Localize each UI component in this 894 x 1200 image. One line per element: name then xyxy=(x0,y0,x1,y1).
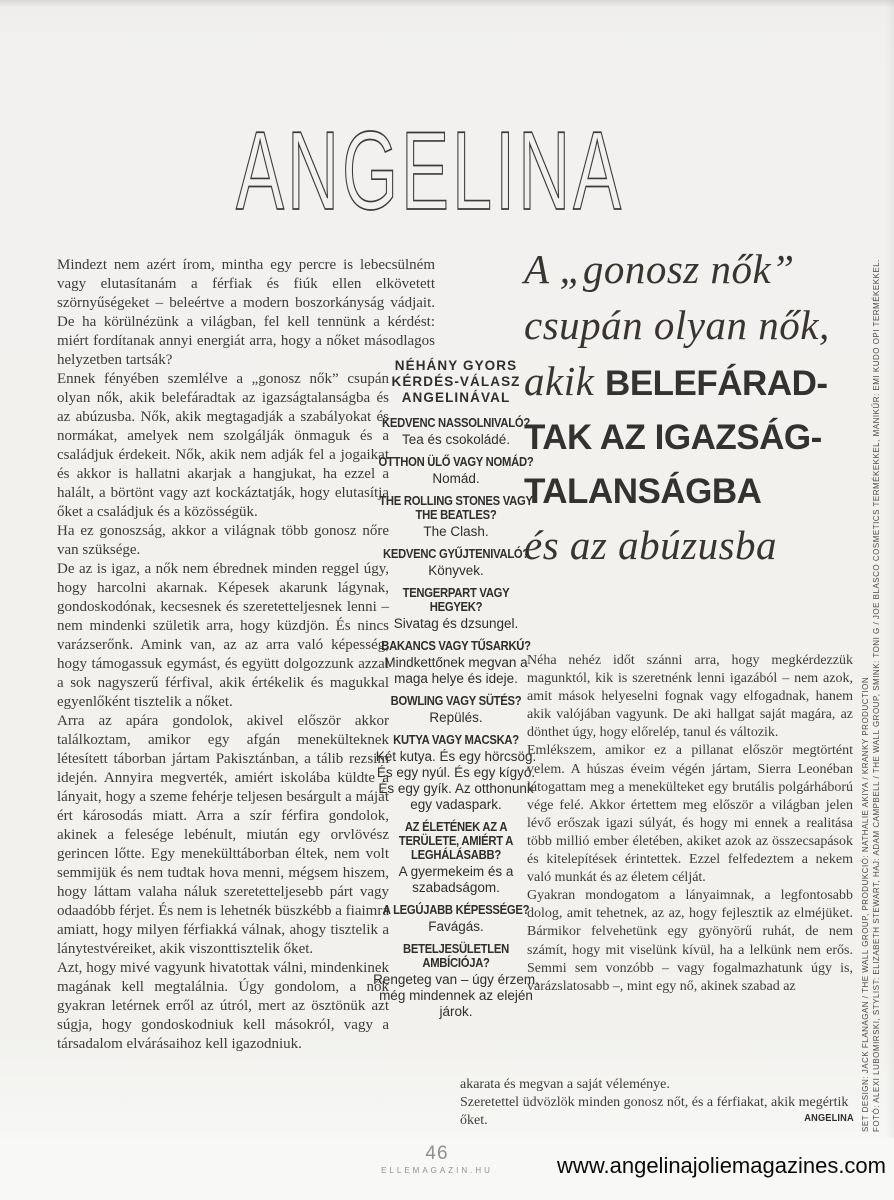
pull-quote-caps: BELEFÁRAD- xyxy=(605,364,828,403)
qa-question: A LEGÚJABB KÉPESSÉGE? xyxy=(382,903,530,917)
qa-item xyxy=(368,416,544,448)
closing-paragraph: Szeretettel üdvözlök minden gonosz nőt, és a férfiakat, akik megértik őket. xyxy=(460,1095,849,1129)
qa-item xyxy=(368,694,544,726)
page-title: ANGELINA xyxy=(236,109,625,234)
qa-answer: Könyvek. xyxy=(428,563,484,578)
body-paragraph: Azt, hogy mivé vagyunk hivatottak válni, mindenkinek magának kell megtalálnia. Úgy gondolom, a nők gyakran letérnek erről az útról, mert az ösztönük azt súgja, hogy gondoskodniuk kell másokról, vagy a társadalom elvárásaihoz kell igazodniuk. xyxy=(57,960,389,1052)
body-paragraph: Ennek fényében szemlélve a „gonosz nők” csupán olyan nők, akik belefáradtak az igazságtalanságba és az abúzusba. Nők, akik megtagadják a szabályokat és normákat, amelyek nem szolgálják önmaguk és a családjuk érdekeit. Nők, akik nem adják fel a jogaikat és akkor is hallatni akarjak a hangjukat, ha ezzel a halált, a börtönt vagy azt kockáztatják, hogy elutasítja őket a családjuk és a közösségük. xyxy=(57,371,389,520)
body-paragraph: Emlékszem, amikor ez a pillanat először megtörtént velem. A húszas éveim végén jártam, Sierra Leonéban látogattam meg a menekülteket egy brutális polgárháború vége felé. Akkor értettem meg először a világban jelen lévő erőszak igazi súlyát, és hogy mi ennek a realitása több millió ember életében, akiket azok az összecsapások és kitelepítések érintettek. Ezzel felfedeztem a nekem való munkát és az életem célját. xyxy=(527,743,853,886)
qa-item xyxy=(368,639,544,687)
qa-question: BAKANCS VAGY TŰSARKÚ? xyxy=(381,639,531,653)
body-paragraph: Néha nehéz időt szánni arra, hogy megkérdezzük magunktól, kik is szeretnénk lenni igazából – nem azok, amit mások helyeselni fognak vagy elfogadnak, hanem akik valójában vagyunk. De aki hallgat saját magára, az dönthet úgy, hogy előrelép, tanul és változik. xyxy=(527,653,853,741)
credit-line-photo: FOTÓ: ALEXI LUBOMIRSKI, STYLIST: ELIZABETH STEWART, HAJ: ADAM CAMPBELL / THE WALL GROUP, SMINK: TONI G / JOE BLASCO COSMETICS TERMÉKEKKEL, MANIKŰR: EMI KUDO OPI TERMÉKEKKEL. xyxy=(872,259,881,1132)
pull-quote-caps: TALANSÁGBA xyxy=(524,472,762,511)
qa-item xyxy=(368,586,544,632)
qa-question: THE ROLLING STONES VAGY THE BEATLES? xyxy=(379,494,533,522)
pull-quote-line xyxy=(524,358,864,414)
qa-item xyxy=(368,547,544,579)
qa-heading: NÉHÁNY GYORS KÉRDÉS-VÁLASZ ANGELINÁVAL xyxy=(391,358,521,405)
qa-answer: A gyermekeim és a szabadságom. xyxy=(398,864,514,895)
qa-item xyxy=(368,455,544,487)
scan-edge-shadow-top xyxy=(0,0,894,7)
qa-question: KEDVENC GYŰJTENIVALÓ? xyxy=(382,547,530,561)
body-paragraph: De az is igaz, a nők nem ébrednek minden reggel úgy, hogy harcolni akarnak. Képesek akarunk lágynak, gondoskodónak, kecsesnek és szeretetteljesnek lenni – nem mindenki születik arra, hogy küzdjön. És nincs varázserőnk. Amink van, az az arra való képesség, hogy támogassuk egymást, és együtt dolgozzunk azzal a sok nagyszerű férfival, akik értékelik és magukkal egyenlőként tisztelik a nőket. xyxy=(57,561,389,710)
qa-question: KEDVENC NASSOLNIVALÓ? xyxy=(382,416,530,430)
qa-item xyxy=(368,903,544,935)
credit-line-set-design: SET DESIGN: JACK FLANAGAN / THE WALL GROUP, PRODUKCIÓ: NATHALIE AKIYA / KRANKY PRODUCTION xyxy=(861,676,870,1132)
pull-quote-line xyxy=(524,414,864,468)
qa-answer: Tea és csokoládé. xyxy=(401,432,511,447)
pull-quote-line xyxy=(524,246,864,302)
closing-continuation: akarata és megvan a saját véleménye. xyxy=(460,1077,670,1092)
angelina-signature: ANGELINA xyxy=(804,1113,854,1125)
qa-question: BOWLING VAGY SÜTÉS? xyxy=(390,694,522,708)
body-paragraph: Arra az apára gondolok, akivel először akkor találkoztam, amikor egy afgán menekülteknek létesített táborban jártam Pakisztánban, a tálib rezsim idején. Annyira megverték, amiért iskolába küldte a lányait, hogy a szeme fehérje teljesen besárgult a máját ért károsodás miatt. Arra a szír férfira gondolok, akinek a felesége lebénult, miután egy orvlövész gerincen lőtte. Egy menekülttáborban éltek, nem volt semmijük és nem tudtak hova menni, mégsem hiszem, hogy láttam valaha náluk szeretetteljesebb párt vagy odaadóbb férjet. És nem is lehetnék büszkébb a fiaimra amiatt, hogy milyen férfiakká válnak, ahogy tisztelik a lánytestvéreiket, akik viszonttisztelik őket. xyxy=(57,713,389,957)
qa-question: KUTYA VAGY MACSKA? xyxy=(393,733,519,747)
pull-quote-text: A „gonosz nők” xyxy=(524,246,795,292)
pull-quote xyxy=(524,246,864,578)
footer-page-number: 46 xyxy=(425,1143,449,1164)
body-paragraph: Mindezt nem azért írom, mintha egy percre is lebecsülném vagy elutasítanám a férfiak és fiúk ellen elkövetett szörnyűségeket – beleértve a modern boszorkányság vádjait. De ha körülnézünk a világban, fel kell tennünk a kérdést: miért fordítanak annyi energiát arra, hogy a nőket másodlagos helyzetben tartsák? xyxy=(57,257,435,368)
pull-quote-line xyxy=(524,302,864,358)
qa-question: OTTHON ÜLŐ VAGY NOMÁD? xyxy=(378,455,534,469)
qa-answer: The Clash. xyxy=(423,524,489,539)
qa-answer: Nomád. xyxy=(432,471,480,486)
qa-answer: Mindkettőnek megvan a maga helye és ideje. xyxy=(384,655,528,686)
pull-quote-text: és az abúzusba xyxy=(524,522,778,568)
qa-column xyxy=(368,358,544,1027)
qa-question: BETELJESÜLETLEN AMBÍCIÓJA? xyxy=(403,942,509,970)
qa-answer: Favágás. xyxy=(428,919,484,934)
pull-quote-text: akik xyxy=(524,358,606,404)
watermark-url: www.angelinajoliemagazines.com xyxy=(557,1153,886,1178)
credits-vertical xyxy=(860,192,882,1132)
pull-quote-line xyxy=(524,522,864,578)
pull-quote-line xyxy=(524,468,864,522)
footer-site-name: ELLEMAGAZIN.HU xyxy=(381,1166,493,1175)
qa-answer: Sivatag és dzsungel. xyxy=(393,616,519,631)
qa-item xyxy=(368,733,544,813)
closing-block xyxy=(460,1076,856,1130)
right-column xyxy=(527,652,853,996)
qa-answer: Repülés. xyxy=(429,710,483,725)
scan-edge-shadow-right xyxy=(886,0,894,1200)
pull-quote-text: csupán olyan nők, xyxy=(524,302,830,348)
masthead xyxy=(236,109,666,234)
qa-item xyxy=(368,820,544,896)
qa-question: TENGERPART VAGY HEGYEK? xyxy=(402,586,510,614)
qa-answer: Rengeteg van – úgy érzem, még mindennek az elején járok. xyxy=(373,972,539,1019)
qa-item xyxy=(368,942,544,1020)
qa-answer: Két kutya. És egy hörcsög. És egy nyúl. És egy kígyó. És egy gyík. Az otthonunk egy vadaspark. xyxy=(375,749,537,812)
qa-item xyxy=(368,494,544,540)
left-column xyxy=(57,256,435,1054)
body-paragraph: Ha ez gonoszság, akkor a világnak több gonosz nőre van szüksége. xyxy=(57,523,389,558)
pull-quote-caps: TAK AZ IGAZSÁG- xyxy=(524,418,822,457)
body-paragraph: Gyakran mondogatom a lányaimnak, a legfontosabb dolog, amit tehetnek, az az, hogy fejlesztik az elméjüket. Bármikor felvehetünk egy gyönyörű ruhát, de nem számít, hogy mit viselünk kívül, ha a lelkünk nem erős. Semmi sem vonzóbb – vagy fogalmazhatunk úgy is, varázslatosabb –, mint egy nő, akinek szabad az xyxy=(527,888,853,994)
qa-question: AZ ÉLETÉNEK AZ A TERÜLETE, AMIÉRT A LEGHÁLÁSABB? xyxy=(398,820,514,862)
